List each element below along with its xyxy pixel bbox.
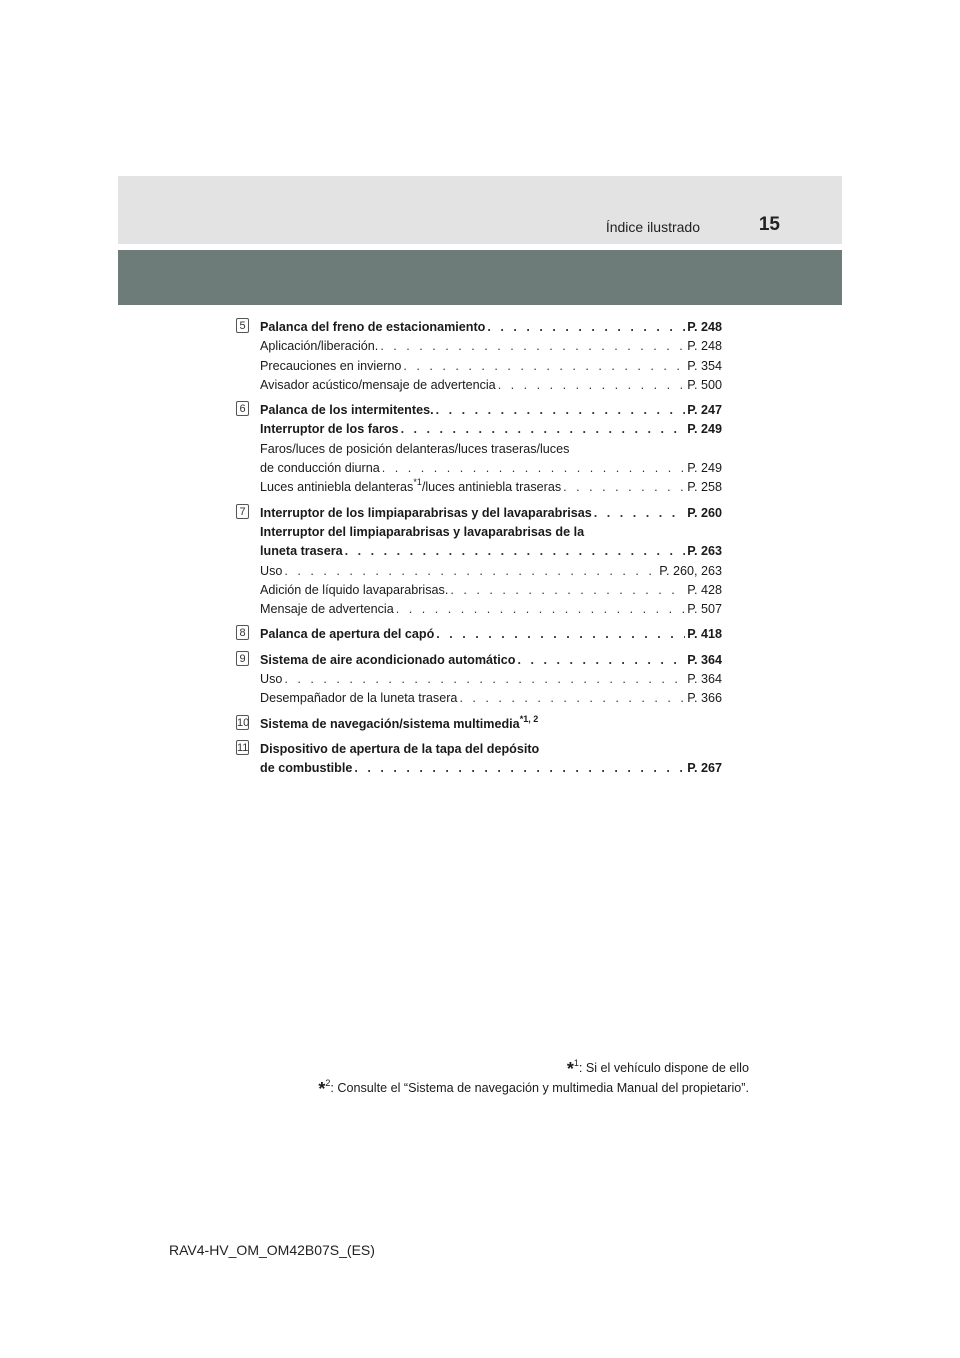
index-entry[interactable] [260, 401, 722, 420]
page-reference: P. 258 [687, 480, 722, 495]
leader-dots [436, 625, 685, 644]
leader-dots [284, 670, 685, 689]
entry-label-text: Palanca de apertura del capó [260, 627, 435, 642]
leader-dots [382, 459, 685, 478]
index-entry[interactable] [260, 376, 722, 395]
index-group [236, 504, 722, 620]
item-number-marker: 9 [236, 651, 249, 666]
footnotes [318, 1058, 749, 1098]
leader-dots [401, 420, 686, 439]
index-entry[interactable] [260, 715, 722, 734]
page-reference: P. 364 [687, 672, 722, 687]
page-reference: P. 247 [687, 403, 722, 418]
entry-label [260, 670, 282, 689]
entry-label-text: Sistema de aire acondicionado automático [260, 652, 516, 667]
entry-label [260, 401, 434, 420]
index-entry[interactable] [260, 600, 722, 619]
entry-label-text: Mensaje de advertencia [260, 602, 394, 617]
index-group [236, 401, 722, 497]
index-entry[interactable] [260, 357, 722, 376]
index-group [236, 651, 722, 709]
index-group [236, 740, 722, 779]
entry-label [260, 376, 496, 395]
index-entry[interactable] [260, 504, 722, 523]
entry-label [260, 740, 539, 759]
footnote-number: 2 [325, 1078, 331, 1088]
leader-dots [594, 504, 685, 523]
page-reference: P. 500 [687, 377, 722, 392]
entry-label-text: Adición de líquido lavaparabrisas. [260, 582, 449, 597]
entry-label [260, 542, 343, 561]
entry-label-text: luneta trasera [260, 544, 343, 559]
entry-label [260, 581, 448, 600]
index-entry[interactable] [260, 562, 722, 581]
index-entry[interactable] [260, 478, 722, 497]
index-content [236, 318, 722, 779]
page-reference: P. 260 [687, 505, 722, 520]
index-entry[interactable] [260, 542, 722, 561]
leader-dots [284, 562, 657, 581]
page-reference: P. 354 [687, 358, 722, 373]
page-reference: P. 507 [687, 602, 722, 617]
footnote-star: * [566, 1059, 574, 1079]
entry-label-text: de conducción diurna [260, 461, 380, 476]
page-reference: P. 249 [687, 422, 722, 437]
entry-label [260, 600, 394, 619]
entry-label-text: Avisador acústico/mensaje de advertencia [260, 377, 496, 392]
entry-label [260, 357, 401, 376]
index-group [236, 625, 722, 644]
entry-label-text: de combustible [260, 761, 353, 776]
index-entry[interactable] [260, 318, 722, 337]
entry-label-text: Dispositivo de apertura de la tapa del depósito [260, 741, 540, 756]
footnote-text: : Si el vehículo dispone de ello [578, 1061, 749, 1075]
index-entry[interactable] [260, 581, 722, 600]
index-entry[interactable] [260, 440, 722, 459]
entry-label [260, 715, 538, 734]
entry-label [260, 440, 569, 459]
item-number-marker: 10 [237, 716, 250, 729]
page-number: 15 [758, 214, 780, 235]
entry-label-text: Uso [260, 672, 283, 687]
entry-label [260, 504, 592, 523]
header-band [118, 176, 842, 244]
leader-dots [436, 401, 686, 420]
index-entry[interactable] [260, 523, 722, 542]
page-reference: P. 418 [687, 627, 722, 642]
entry-label-text: Palanca de los intermitentes. [260, 403, 434, 418]
page-reference: P. 267 [687, 761, 722, 776]
leader-dots [498, 376, 686, 395]
page-reference: P. 248 [687, 320, 722, 334]
leader-dots [450, 581, 685, 600]
index-entry[interactable] [260, 337, 722, 356]
page-reference: P. 260, 263 [659, 563, 722, 578]
footnote-text: : Consulte el “Sistema de navegación y multimedia Manual del propietario”. [330, 1081, 749, 1095]
leader-dots [354, 759, 685, 778]
entry-label-text: Interruptor del limpiaparabrisas y lavaparabrisas de la [260, 524, 585, 539]
footnote-2 [318, 1078, 749, 1098]
footnote-star: * [318, 1079, 326, 1099]
entry-label-text: Precauciones en invierno [260, 358, 402, 373]
item-number-marker: 5 [236, 318, 249, 333]
page-reference: P. 263 [687, 544, 722, 559]
entry-label-text: Luces antiniebla delanteras [260, 480, 414, 495]
entry-label [260, 759, 352, 778]
item-number-marker: 6 [236, 401, 249, 416]
entry-label-text: Uso [260, 563, 283, 578]
entry-label [260, 318, 485, 337]
index-entry[interactable] [260, 740, 722, 759]
entry-label [260, 478, 561, 497]
section-title: Índice ilustrado [605, 219, 700, 235]
entry-label-text: Palanca del freno de estacionamiento [260, 320, 486, 334]
index-entry[interactable] [260, 670, 722, 689]
index-entry[interactable] [260, 651, 722, 670]
index-entry[interactable] [260, 625, 722, 644]
index-group [236, 715, 722, 734]
index-entry[interactable] [260, 689, 722, 708]
entry-label-text: Interruptor de los faros [260, 422, 399, 437]
page-reference: P. 364 [687, 652, 722, 667]
page-reference: P. 249 [687, 461, 722, 476]
leader-dots [345, 542, 686, 561]
leader-dots [459, 689, 685, 708]
entry-label-text: Desempañador de la luneta trasera [260, 691, 458, 706]
page-reference: P. 366 [687, 691, 722, 706]
document-code: RAV4-HV_OM_OM42B07S_(ES) [169, 1242, 375, 1258]
footnote-number: 1 [573, 1058, 579, 1068]
entry-label-text: Sistema de navegación/sistema multimedia [260, 716, 520, 731]
entry-label [260, 651, 515, 670]
item-number-marker: 7 [236, 504, 249, 519]
index-entry[interactable] [260, 759, 722, 778]
header-dark-bar [118, 250, 842, 305]
footnote-ref: *1 [413, 477, 422, 488]
index-entry[interactable] [260, 420, 722, 439]
page-reference: P. 428 [687, 582, 722, 597]
entry-label [260, 625, 434, 644]
index-group [236, 318, 722, 395]
leader-dots [563, 478, 685, 497]
entry-label-text: /luces antiniebla traseras [421, 480, 562, 495]
entry-label [260, 420, 399, 439]
leader-dots [396, 600, 685, 619]
page-reference: P. 248 [687, 339, 722, 354]
entry-label [260, 337, 378, 356]
leader-dots [487, 318, 685, 337]
entry-label [260, 459, 380, 478]
item-number-marker: 11 [237, 741, 249, 754]
entry-label [260, 689, 457, 708]
footnote-ref: *1, 2 [519, 713, 539, 724]
index-entry[interactable] [260, 459, 722, 478]
entry-label-text: Aplicación/liberación. [260, 339, 379, 354]
leader-dots [517, 651, 685, 670]
item-number-marker: 8 [236, 625, 249, 640]
leader-dots [380, 337, 685, 356]
entry-label [260, 562, 282, 581]
footnote-1 [318, 1058, 749, 1078]
entry-label [260, 523, 584, 542]
leader-dots [403, 357, 685, 376]
entry-label-text: Faros/luces de posición delanteras/luces traseras/luces [260, 441, 570, 456]
entry-label-text: Interruptor de los limpiaparabrisas y del lavaparabrisas [260, 505, 592, 520]
